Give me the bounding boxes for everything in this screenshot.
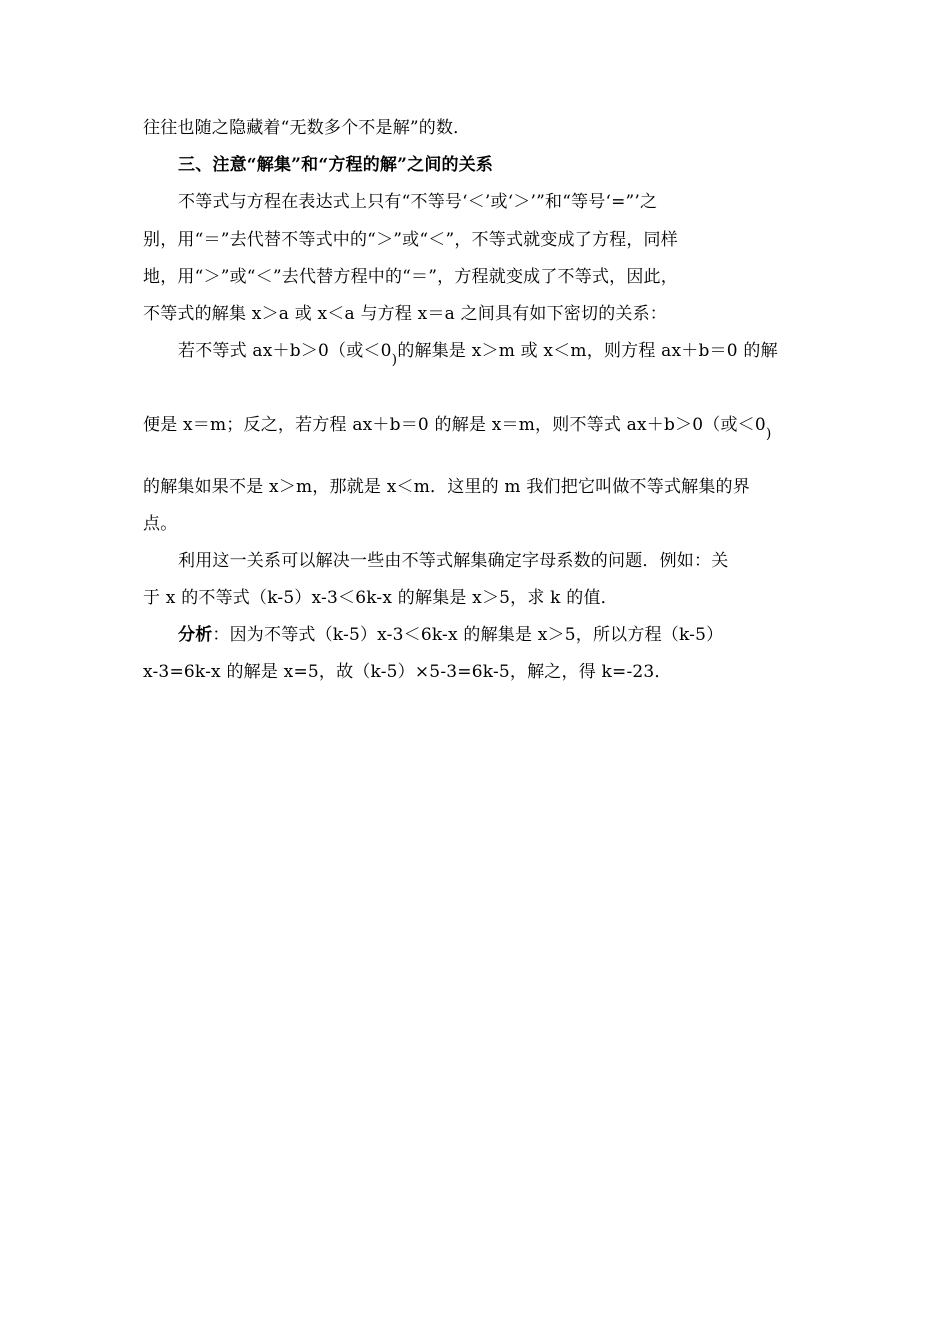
- paren-mark: ): [391, 352, 398, 368]
- text-span: 便是 x＝m；反之，若方程 ax＋b＝0 的解是 x＝m，则不等式 ax＋b＞0（或＜0: [143, 415, 766, 435]
- paragraph-line: 点。: [143, 514, 178, 534]
- paragraph-line: 地，用“＞”或“＜”去代替方程中的“＝”，方程就变成了不等式，因此，: [143, 267, 678, 287]
- paragraph-line: [143, 413, 808, 442]
- paragraph-line: 往往也随之隐藏着“无数多个不是解”的数．: [143, 118, 471, 138]
- text-span: 的解集是 x＞m 或 x＜m，则方程 ax＋b＝0 的解: [397, 341, 778, 361]
- paren-mark: ): [765, 426, 772, 442]
- section-heading: 三、注意“解集”和“方程的解”之间的关系: [178, 155, 494, 175]
- paragraph-line: [178, 623, 808, 647]
- paragraph-line: 不等式的解集 x＞a 或 x＜a 与方程 x＝a 之间具有如下密切的关系：: [143, 304, 667, 324]
- paragraph-line: 的解集如果不是 x＞m，那就是 x＜m．这里的 m 我们把它叫做不等式解集的界: [143, 477, 750, 497]
- analysis-label: 分析: [178, 625, 213, 645]
- paragraph-line: [178, 339, 808, 368]
- paragraph-line: 别，用“＝”去代替不等式中的“＞”或“＜”，不等式就变成了方程，同样: [143, 230, 678, 250]
- text-span: 若不等式 ax＋b＞0（或＜0: [178, 341, 392, 361]
- paragraph-line: 利用这一关系可以解决一些由不等式解集确定字母系数的问题．例如：关: [178, 551, 729, 571]
- text-span: ：因为不等式（k-5）x-3＜6k-x 的解集是 x＞5，所以方程（k-5）: [212, 625, 724, 645]
- paragraph-line: 于 x 的不等式（k-5）x-3＜6k-x 的解集是 x＞5，求 k 的值．: [143, 588, 618, 608]
- paragraph-line: 不等式与方程在表达式上只有“不等号‘＜’或‘＞’”和“等号‘=”’之: [178, 192, 658, 212]
- paragraph-line: x-3=6k-x 的解是 x=5，故（k-5）×5-3=6k-5，解之，得 k=-23．: [143, 662, 672, 682]
